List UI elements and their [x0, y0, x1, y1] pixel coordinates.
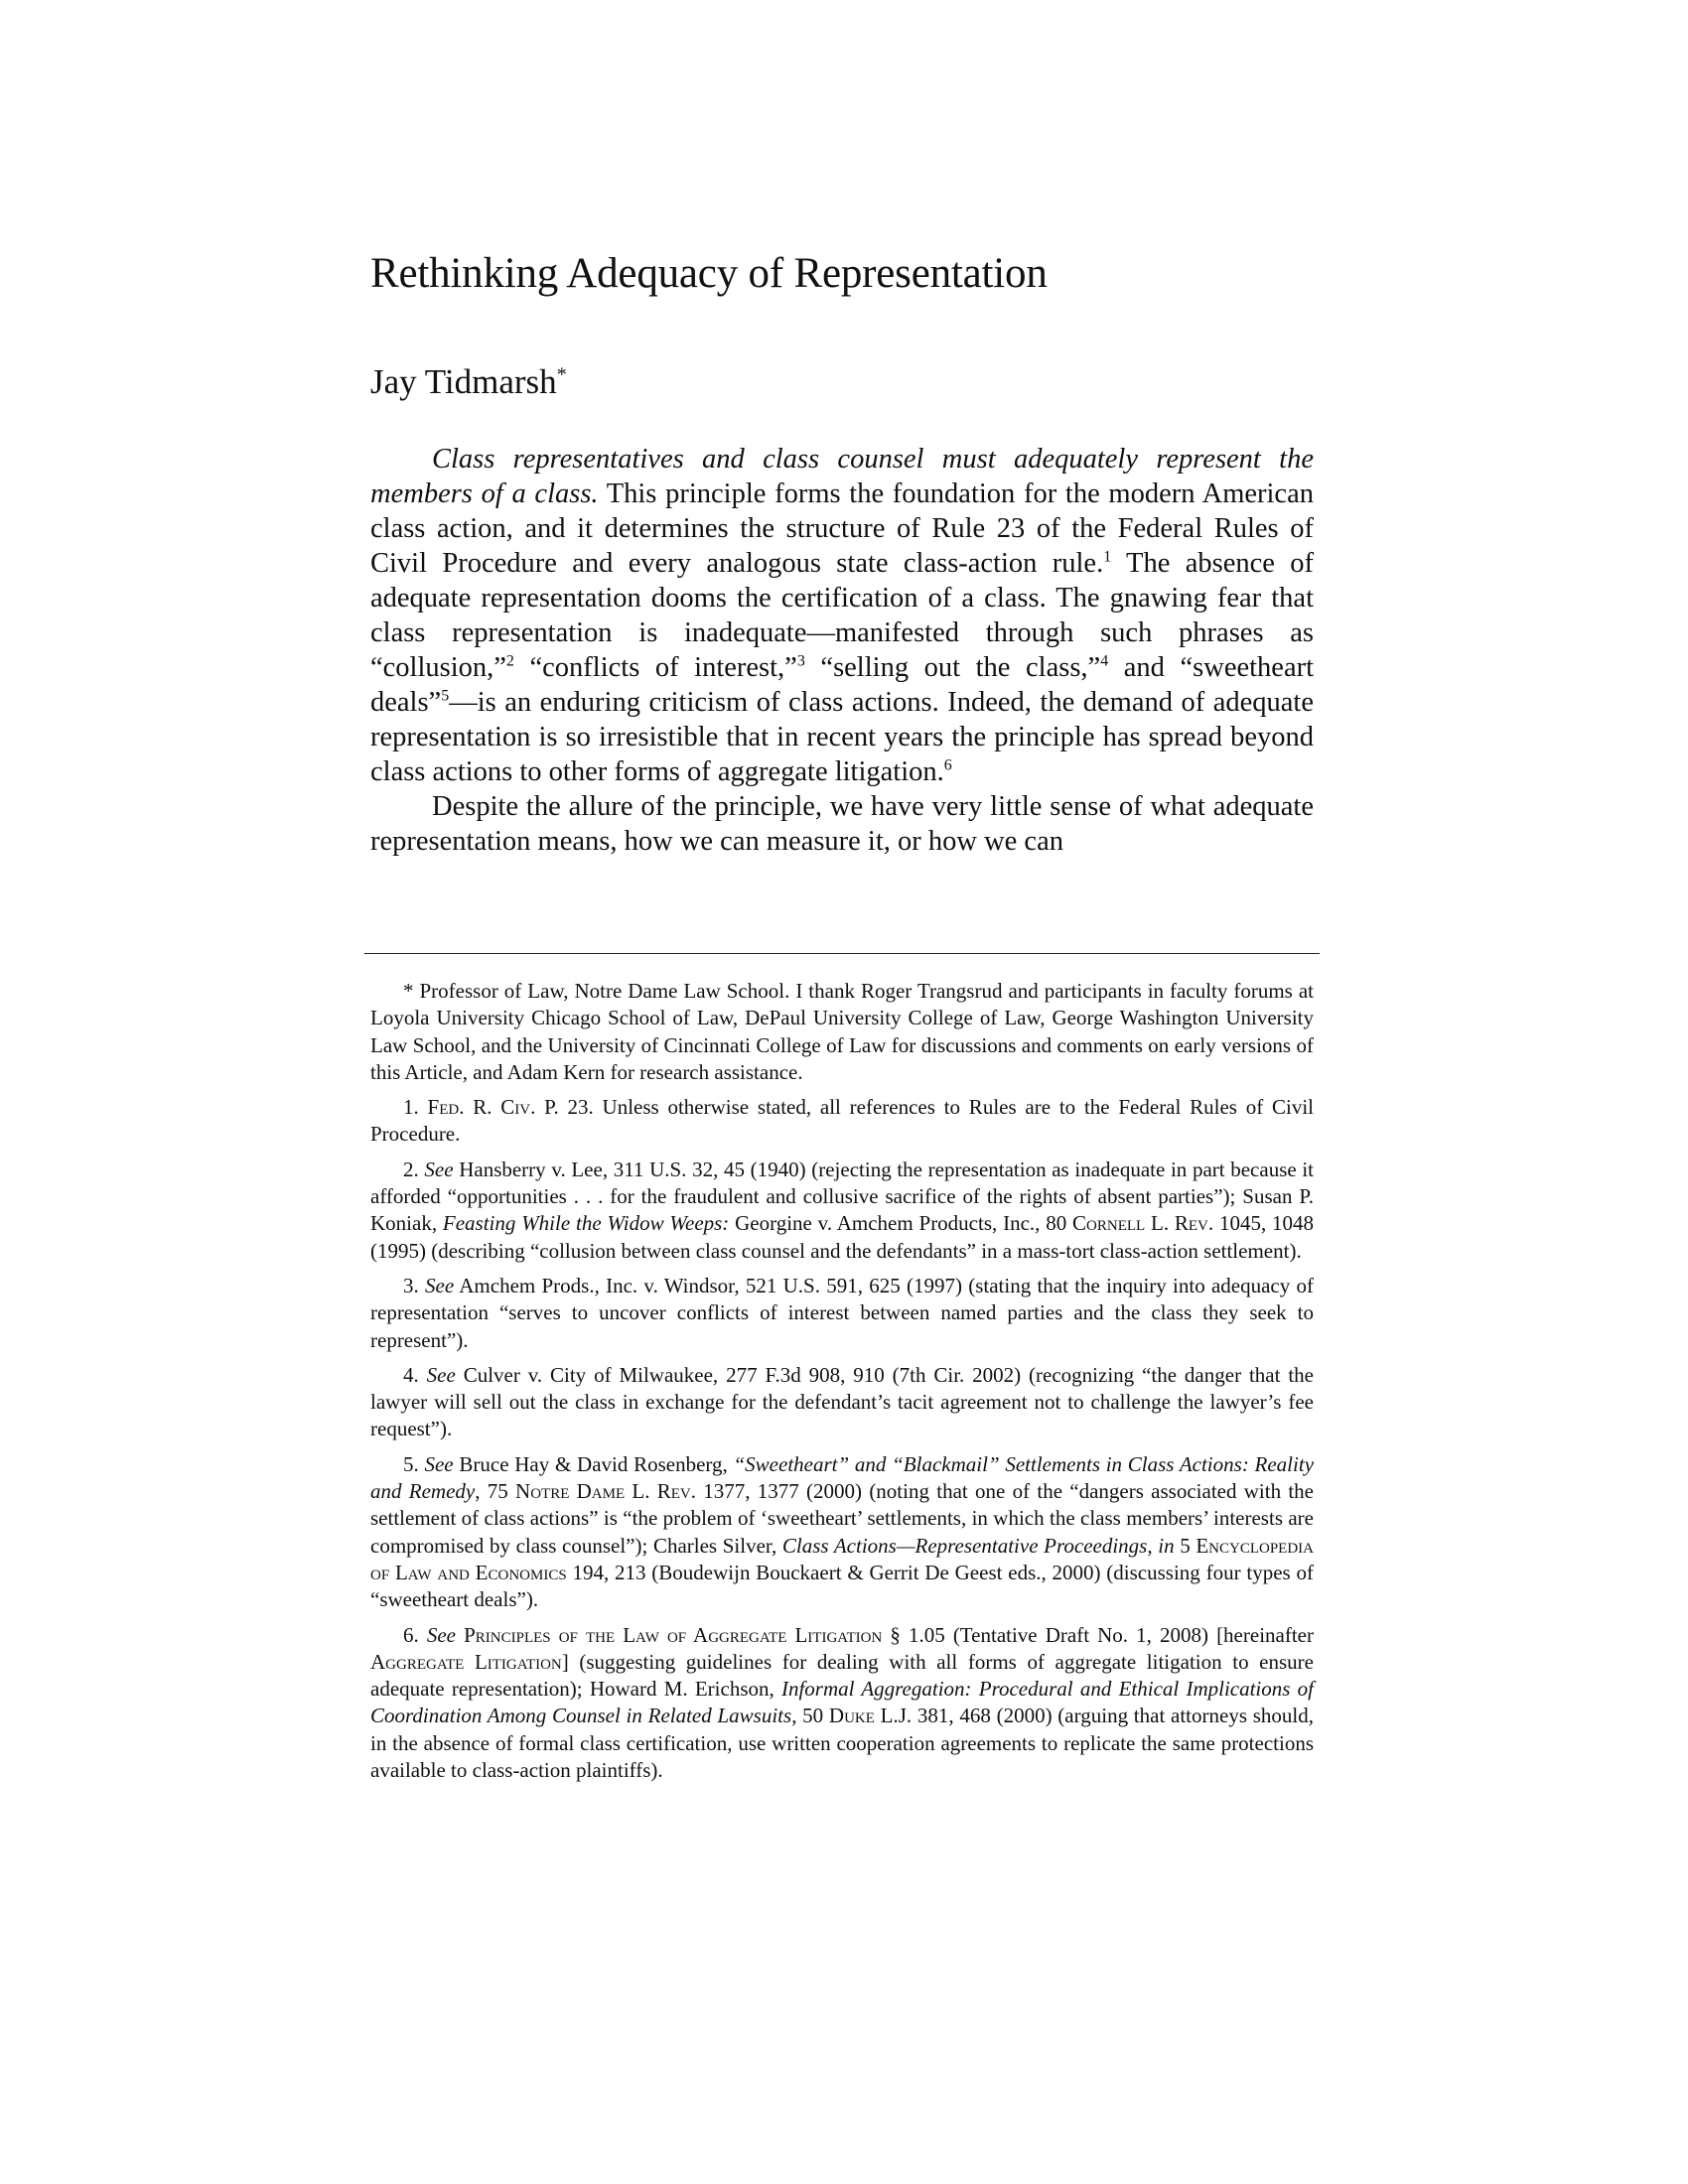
- footnote-number: 2.: [403, 1157, 419, 1181]
- footnote-number: 5.: [403, 1451, 419, 1476]
- footnote-1: 1. Fed. R. Civ. P. 23. Unless otherwise stated, all references to Rules are to the Federal Rules of Civil Procedure.: [370, 1095, 1315, 1147]
- footnote-ref-3: 3: [796, 652, 805, 670]
- body-paragraph-1: Class representatives and class counsel must adequately represent the members of a class. This principle forms the foundation for the modern American class action, and it determines the structure of Rule 23 of the Federal Rules of Civil Procedure and every analogous state class-action rule.$^1$ The absence of adequate representation dooms the certification of a class. The gnawing fear that class representation is inadequate—manifested through such phrases as “collusion,”$^2$ “conflicts of interest,”$^3$ “selling out the class,”$^4$ and “sweetheart deals”$^5$—is an enduring criticism of class actions. Indeed, the demand of adequate representation is so irresistible that in recent years the principle has spread beyond class actions to other forms of aggregate litigation.$^6$: [370, 444, 1315, 787]
- footnote-ref-4: 4: [1100, 652, 1109, 670]
- footnote-number: 4.: [403, 1362, 419, 1387]
- author-name-text: Jay Tidmarsh: [370, 362, 557, 401]
- footnote-3: 3. See Amchem Prods., Inc. v. Windsor, 521 U.S. 591, 625 (1997) (stating that the inquiry into adequacy of representation “serves to uncover conflicts of interest between named parties and the class they seek to represent”).: [370, 1273, 1314, 1352]
- footnote-ref-6: 6: [943, 756, 952, 774]
- footnote-number: 3.: [403, 1273, 419, 1297]
- italic-lead-sentence: Class representatives and class counsel must adequately represent the members of a class.: [370, 444, 1314, 509]
- author-name: [370, 359, 567, 405]
- footnote-ref-1: 1: [1103, 548, 1112, 566]
- article-title: Rethinking Adequacy of Representation: [370, 250, 1048, 297]
- footnote-6: 6. See Principles of the Law of Aggregate Litigation § 1.05 (Tentative Draft No. 1, 2008) [hereinafter Aggregate Litigation] (suggesting guidelines for dealing with all forms of aggregate litigation to ensure adequate representation); Howard M. Erichson, Informal Aggregation: Procedural and Ethical Implications of Coordination Among Counsel in Related Lawsuits, 50 Duke L.J. 381, 468 (2000) (arguing that attorneys should, in the absence of formal class certification, use written cooperation agreements to replicate the same protections available to class-action plaintiffs).: [370, 1622, 1315, 1783]
- footnote-4: 4. See Culver v. City of Milwaukee, 277 F.3d 908, 910 (7th Cir. 2002) (recognizing “the danger that the lawyer will sell out the class in exchange for the defendant’s tacit agreement not to challenge the lawyer’s fee request”).: [370, 1362, 1314, 1441]
- footnote-number: 1.: [403, 1095, 419, 1120]
- footnote-number: *: [403, 979, 414, 1003]
- footnote-star: * Professor of Law, Notre Dame Law School. I thank Roger Trangsrud and participants in faculty forums at Loyola University Chicago School of Law, DePaul University College of Law, George Washington University Law School, and the University of Cincinnati College of Law for discussions and comments on early versions of this Article, and Adam Kern for research assistance.: [370, 979, 1314, 1084]
- footnote-5: 5. See Bruce Hay & David Rosenberg, “Sweetheart” and “Blackmail” Settlements in Class Actions: Reality and Remedy, 75 Notre Dame L. Rev. 1377, 1377 (2000) (noting that one of the “dangers associated with the settlement of class actions” is “the problem of ‘sweetheart’ settlements, in which the class members’ interests are compromised by class counsel”); Charles Silver, Class Actions—Representative Proceedings, in 5 Encyclopedia of Law and Economics 194, 213 (Boudewijn Bouckaert & Gerrit De Geest eds., 2000) (discussing four types of “sweetheart deals”).: [370, 1451, 1315, 1612]
- footnotes: [370, 978, 1314, 1792]
- footnote-divider: [364, 953, 1320, 954]
- footnote-2: 2. See Hansberry v. Lee, 311 U.S. 32, 45 (1940) (rejecting the representation as inadequate in part because it afforded “opportunities . . . for the fraudulent and collusive sacrifice of the rights of absent parties”); Susan P. Koniak, Feasting While the Widow Weeps: Georgine v. Amchem Products, Inc., 80 Cornell L. Rev. 1045, 1048 (1995) (describing “collusion between class counsel and the defendants” in a mass-tort class-action settlement).: [370, 1157, 1315, 1263]
- footnote-ref-2: 2: [505, 652, 514, 670]
- footnote-number: 6.: [403, 1622, 419, 1647]
- body-paragraph-2: Despite the allure of the principle, we have very little sense of what adequate representation means, how we can measure it, or how we can: [370, 791, 1314, 857]
- footnote-ref-5: 5: [441, 687, 450, 705]
- article-body: [370, 442, 1314, 859]
- author-footnote-marker: *: [556, 363, 567, 386]
